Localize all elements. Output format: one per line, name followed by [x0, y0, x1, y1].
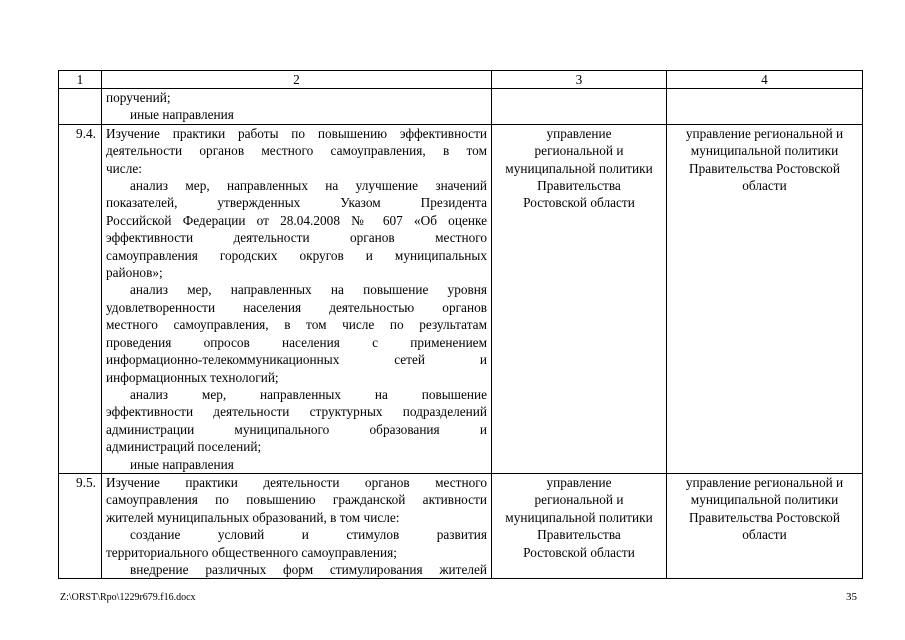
header-cell-3: 3 [492, 71, 667, 89]
coexecutor-line: управление региональной и [685, 125, 844, 141]
text-line: Изучение практики деятельности органов местного [106, 474, 487, 490]
responsible-cell [492, 473, 667, 578]
coexecutor-cell [667, 124, 863, 473]
text-line: показателей, утвержденных Указом Президента [106, 195, 487, 211]
row-number [59, 89, 102, 125]
table-row-9-4 [59, 124, 863, 473]
responsible-line: муниципальной политики [505, 509, 653, 525]
table-row-9-5 [59, 473, 863, 578]
plan-table [58, 70, 863, 579]
text-line: территориального общественного самоуправления; [106, 544, 397, 560]
text-line: самоуправления городских округов и муниципальных [106, 247, 487, 263]
text-line: создание условий и стимулов развития [130, 527, 487, 543]
text-line: анализ мер, направленных на улучшение значений [130, 178, 487, 194]
activity-text [102, 124, 492, 473]
responsible-line: Правительства [537, 178, 621, 194]
coexecutor-line: Правительства Ростовской [689, 509, 840, 525]
coexecutor-line: управление региональной и [685, 474, 844, 490]
responsible-cell [492, 124, 667, 473]
responsible-line: Ростовской области [523, 195, 635, 211]
coexecutor-line: Правительства Ростовской [689, 160, 840, 176]
responsible-line: Правительства [537, 527, 621, 543]
text-line: эффективности деятельности органов местного [106, 230, 487, 246]
activity-text [102, 89, 492, 125]
activity-text [102, 473, 492, 578]
responsible-line: управление [546, 474, 612, 490]
text-line: внедрение различных форм стимулирования жителей [130, 561, 487, 577]
text-line: деятельности органов местного самоуправления, в том [106, 143, 487, 159]
responsible-line: Ростовской области [523, 544, 635, 560]
text-line: анализ мер, направленных на повышение уровня [130, 282, 487, 298]
table-row-continued [59, 89, 863, 125]
header-cell-4: 4 [667, 71, 863, 89]
responsible-cell [492, 89, 667, 125]
text-line: проведения опросов населения с применением [106, 334, 487, 350]
text-line: жителей муниципальных образований, в том числе: [106, 509, 400, 525]
text-line: иные направления [130, 456, 234, 472]
text-line: поручений; [106, 90, 171, 105]
row-number: 9.5. [59, 473, 102, 578]
header-row [59, 71, 863, 89]
text-line: эффективности деятельности структурных подразделений [106, 404, 487, 420]
header-cell-2: 2 [102, 71, 492, 89]
header-cell-1: 1 [59, 71, 102, 89]
text-line: анализ мер, направленных на повышение [130, 386, 487, 402]
text-line: иные направления [130, 107, 234, 123]
text-line: числе: [106, 160, 142, 176]
text-line: Российской Федерации от 28.04.2008 № 607 «Об оценке [106, 212, 487, 228]
text-line: Изучение практики работы по повышению эффективности [106, 125, 487, 141]
responsible-line: региональной и [534, 143, 624, 159]
row-number: 9.4. [59, 124, 102, 473]
text-line: местного самоуправления, в том числе по результатам [106, 317, 487, 333]
text-line: администраций поселений; [106, 439, 262, 455]
footer-file-path: Z:\ORST\Rpo\1229r679.f16.docx [60, 592, 196, 603]
responsible-line: муниципальной политики [505, 160, 653, 176]
coexecutor-cell [667, 473, 863, 578]
text-line: информационно-телекоммуникационных сетей и [106, 352, 487, 368]
text-line: районов»; [106, 265, 163, 281]
responsible-line: управление [546, 125, 612, 141]
coexecutor-line: муниципальной политики [690, 492, 839, 508]
coexecutor-cell [667, 89, 863, 125]
coexecutor-line: области [742, 527, 787, 543]
coexecutor-line: муниципальной политики [690, 143, 839, 159]
text-line: самоуправления по повышению гражданской активности [106, 492, 487, 508]
text-line: информационных технологий; [106, 369, 279, 385]
text-line: администрации муниципального образования и [106, 421, 487, 437]
text-line: удовлетворенности населения деятельностью органов [106, 299, 487, 315]
coexecutor-line: области [742, 178, 787, 194]
responsible-line: региональной и [534, 492, 624, 508]
page-number: 35 [846, 591, 857, 603]
